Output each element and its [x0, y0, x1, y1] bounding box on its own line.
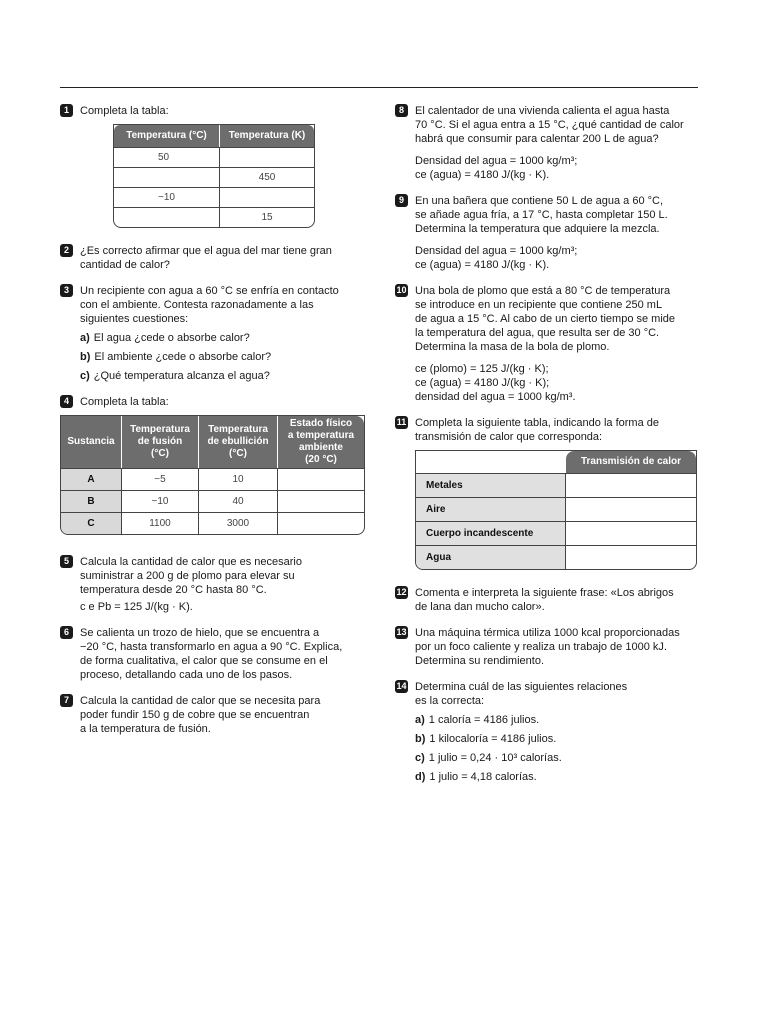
question-text: El calentador de una vivienda calienta el agua hasta 70 °C. Si el agua entra a 15 °C, ¿qué cantidad de calor habrá que consumir para calentar 200 L de agua? — [415, 105, 684, 145]
question-9 — [395, 194, 700, 272]
question-text: Calcula la cantidad de calor que se necesita para poder fundir 150 g de cobre que se encuentran a la temperatura de fusión. — [80, 695, 321, 735]
question-number: 5 — [60, 555, 73, 568]
option-letter: a) — [415, 714, 425, 726]
question-number: 2 — [60, 244, 73, 257]
question-number: 9 — [395, 194, 408, 207]
table-header: Temperatura de fusión (°C) — [122, 416, 199, 468]
table-cell: B — [61, 490, 122, 512]
question-4 — [60, 395, 360, 535]
question-number: 6 — [60, 626, 73, 639]
question-number: 7 — [60, 694, 73, 707]
question-5 — [60, 555, 360, 614]
question-text: Un recipiente con agua a 60 °C se enfría en contacto con el ambiente. Contesta razonadamente a las siguientes cuestiones: — [80, 285, 339, 325]
table-cell — [278, 512, 364, 534]
table-cell — [566, 521, 696, 545]
table-cell — [220, 187, 314, 207]
question-number: 12 — [396, 587, 407, 597]
table-cell: A — [61, 468, 122, 490]
option — [415, 732, 700, 746]
table-cell: 3000 — [199, 512, 278, 534]
top-rule — [60, 87, 698, 88]
question-number: 13 — [396, 627, 407, 637]
question-13 — [395, 626, 700, 668]
question-text: En una bañera que contiene 50 L de agua a 60 °C, se añade agua fría, a 17 °C, hasta completar 150 L. Determina la temperatura que adquiere la mezcla. — [415, 195, 668, 235]
question-number: 10 — [396, 285, 407, 295]
left-column — [60, 104, 360, 748]
table-cell: 10 — [199, 468, 278, 490]
substance-table — [60, 415, 365, 535]
option-letter: c) — [415, 752, 425, 764]
question-number: 14 — [396, 681, 407, 691]
table-cell: −10 — [114, 187, 220, 207]
table-header-blank — [416, 451, 566, 473]
option-letter: c) — [80, 370, 90, 382]
question-2 — [60, 244, 360, 272]
question-14 — [395, 680, 700, 784]
data-note: Densidad del agua = 1000 kg/m³; ce (agua) = 4180 J/(kg · K). — [415, 245, 578, 271]
right-column — [395, 104, 700, 796]
table-cell — [278, 468, 364, 490]
table-cell — [114, 167, 220, 187]
table-cell: 450 — [220, 167, 314, 187]
option — [415, 751, 700, 765]
data-note: c e Pb = 125 J/(kg · K). — [80, 601, 193, 613]
option-letter: a) — [80, 332, 90, 344]
question-3 — [60, 284, 360, 383]
table-header: Sustancia — [61, 416, 122, 468]
table-cell: 40 — [199, 490, 278, 512]
table-cell: Aire — [416, 497, 566, 521]
option-letter: b) — [415, 733, 426, 745]
question-1 — [60, 104, 360, 228]
option-text: El agua ¿cede o absorbe calor? — [93, 332, 250, 344]
table-cell — [220, 147, 314, 167]
data-note: Densidad del agua = 1000 kg/m³; ce (agua) = 4180 J/(kg · K). — [415, 155, 578, 181]
option-letter: d) — [415, 771, 426, 783]
question-text: Calcula la cantidad de calor que es necesario suministrar a 200 g de plomo para elevar su temperatura desde 20 °C hasta 80 °C. — [80, 556, 302, 596]
question-text: Una máquina térmica utiliza 1000 kcal proporcionadas por un foco caliente y realiza un trabajo de 1000 kJ. Determina su rendimiento. — [415, 627, 680, 667]
option — [80, 331, 360, 345]
question-text: Se calienta un trozo de hielo, que se encuentra a −20 °C, hasta transformarlo en agua a 90 °C. Explica, de forma cualitativa, el calor que se consume en el proceso, detallando cada uno de los pasos. — [80, 627, 343, 681]
question-number: 11 — [396, 417, 407, 427]
table-header: Temperatura (K) — [220, 125, 314, 147]
question-12 — [395, 586, 700, 614]
option-text: 1 julio = 4,18 calorías. — [429, 771, 537, 783]
table-cell: −10 — [122, 490, 199, 512]
question-11 — [395, 416, 700, 570]
question-text: Determina cuál de las siguientes relaciones es la correcta: — [415, 681, 628, 707]
question-7 — [60, 694, 360, 736]
data-note: ce (plomo) = 125 J/(kg · K); ce (agua) = 4180 J/(kg · K); densidad del agua = 1000 kg/m³. — [415, 363, 576, 403]
question-text: ¿Es correcto afirmar que el agua del mar tiene gran cantidad de calor? — [80, 245, 332, 271]
question-10 — [395, 284, 700, 404]
table-cell: Metales — [416, 473, 566, 497]
table-header: Estado físico a temperatura ambiente (20 °C) — [278, 416, 364, 468]
table-header: Temperatura de ebullición (°C) — [199, 416, 278, 468]
table-cell: Agua — [416, 545, 566, 569]
option — [415, 713, 700, 727]
option — [80, 369, 360, 383]
table-cell: −5 — [122, 468, 199, 490]
temperature-table — [113, 124, 315, 228]
question-number: 4 — [60, 395, 73, 408]
option-text: ¿Qué temperatura alcanza el agua? — [93, 370, 270, 382]
question-8 — [395, 104, 700, 182]
question-text: Una bola de plomo que está a 80 °C de temperatura se introduce en un recipiente que contiene 250 mL de agua a 15 °C. Al cabo de un cierto tiempo se mide la temperatura del agua, que resulta ser de 30 °C. Determina la masa de la bola de plomo. — [415, 285, 676, 353]
table-cell — [566, 497, 696, 521]
table-cell — [114, 207, 220, 227]
table-cell: 1100 — [122, 512, 199, 534]
question-6 — [60, 626, 360, 682]
question-text: Completa la tabla: — [80, 396, 169, 408]
table-cell: C — [61, 512, 122, 534]
table-cell — [278, 490, 364, 512]
question-number: 8 — [395, 104, 408, 117]
option-letter: b) — [80, 351, 91, 363]
option-text: 1 julio = 0,24 · 10³ calorías. — [428, 752, 562, 764]
question-text: Comenta e interpreta la siguiente frase: «Los abrigos de lana dan mucho calor». — [415, 587, 674, 613]
question-number: 1 — [60, 104, 73, 117]
heat-transfer-table — [415, 450, 697, 570]
table-cell — [566, 545, 696, 569]
table-cell: 50 — [114, 147, 220, 167]
question-number: 3 — [60, 284, 73, 297]
table-cell: Cuerpo incandescente — [416, 521, 566, 545]
option-text: 1 kilocaloría = 4186 julios. — [429, 733, 557, 745]
table-header: Transmisión de calor — [566, 451, 696, 473]
question-text: Completa la tabla: — [80, 105, 169, 117]
question-text: Completa la siguiente tabla, indicando la forma de transmisión de calor que corresponda: — [415, 417, 659, 443]
option — [415, 770, 700, 784]
table-cell: 15 — [220, 207, 314, 227]
option-text: El ambiente ¿cede o absorbe calor? — [94, 351, 272, 363]
table-cell — [566, 473, 696, 497]
option-text: 1 caloría = 4186 julios. — [428, 714, 540, 726]
option — [80, 350, 360, 364]
table-header: Temperatura (°C) — [114, 125, 220, 147]
